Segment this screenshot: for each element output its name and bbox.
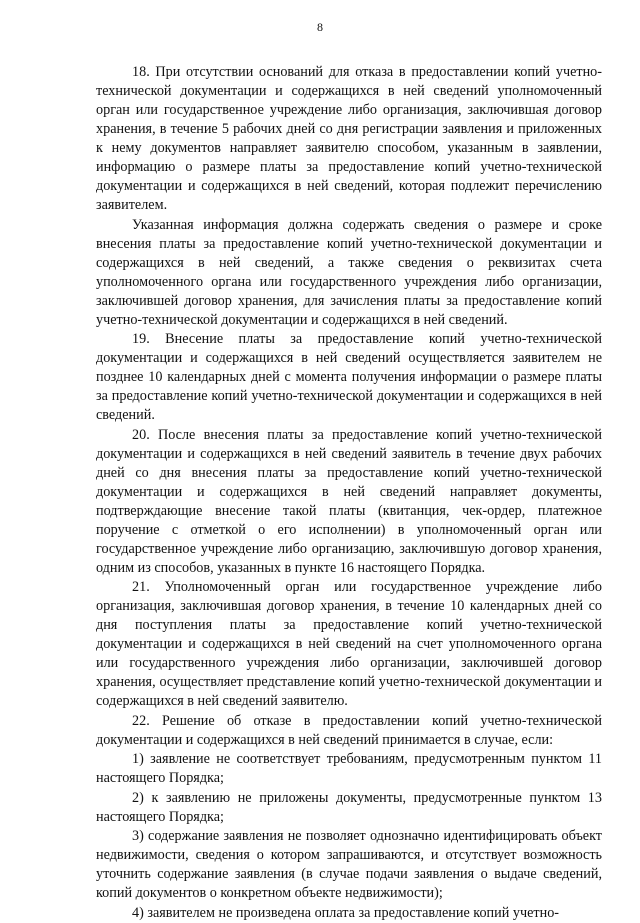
paragraph-22: 22. Решение об отказе в предоставлении копий учетно-технической документации и содержащихся в ней сведений принимается в случае, если: [96, 712, 602, 748]
list-item-4: 4) заявителем не произведена оплата за предоставление копий учетно- [132, 904, 560, 921]
list-item-1: 1) заявление не соответствует требованиям, предусмотренным пунктом 11 настоящего Порядка; [96, 751, 602, 786]
paragraph-19: 19. Внесение платы за предоставление копий учетно-технической документации и содержащихся в ней сведений осуществляется заявителем не позднее 10 календарных дней с момента получения информации о размере платы за предоставление копий учетно-технической документации и содержащихся в ней сведений. [96, 331, 602, 423]
list-item-2: 2) к заявлению не приложены документы, предусмотренные пунктом 13 настоящего Порядка; [96, 789, 602, 825]
list-item-3: 3) содержание заявления не позволяет однозначно идентифицировать объект недвижимости, сведения о котором запрашиваются, и отсутствует возможность уточнить содержание заявления (в случае подачи заявления о выдаче сведений, копий документов о конкретном объекте недвижимости); [96, 828, 602, 901]
paragraph-20: 20. После внесения платы за предоставление копий учетно-технической документации и содержащихся в ней сведений заявитель в течение двух рабочих дней со дня внесения платы за предоставление копий учетно-технической документации и содержащихся в ней сведений направляет документы, подтверждающие внесение такой платы (квитанция, чек-ордер, платежное поручение с отметкой о его исполнении) в уполномоченный орган или государственное учреждение либо организацию, заключившую договор хранения, одним из способов, указанных в пункте 16 настоящего Порядка. [96, 426, 602, 576]
page-number: 8 [317, 20, 323, 34]
paragraph-18-info: Указанная информация должна содержать сведения о размере и сроке внесения платы за предоставление копий учетно-технической документации и содержащихся в ней сведений, а также сведения о реквизитах счета уполномоченного органа или государственного учреждения либо организации, заключившей договор хранения, для зачисления платы за предоставление копий учетно-технической документации и содержащихся в ней сведений. [96, 216, 602, 328]
document-body [96, 63, 602, 923]
paragraph-18: 18. При отсутствии оснований для отказа в предоставлении копий учетно-технической документации и содержащихся в ней сведений уполномоченный орган или государственное учреждение либо организация, заключившая договор хранения, в течение 5 рабочих дней со дня регистрации заявления и приложенных к нему документов направляет заявителю способом, указанным в заявлении, информацию о размере платы за предоставление копий учетно-технической документации и содержащихся в ней сведений, которая подлежит перечислению заявителем. [96, 64, 602, 213]
paragraph-21: 21. Уполномоченный орган или государственное учреждение либо организация, заключившая договор хранения, в течение 10 календарных дней со дня поступления платы за предоставление копий учетно-технической документации и содержащихся в ней сведений на счет уполномоченного органа или государственного учреждения либо организации, заключившей договор хранения, осуществляет представление копий учетно-технической документации и содержащихся в ней сведений заявителю. [96, 579, 602, 709]
